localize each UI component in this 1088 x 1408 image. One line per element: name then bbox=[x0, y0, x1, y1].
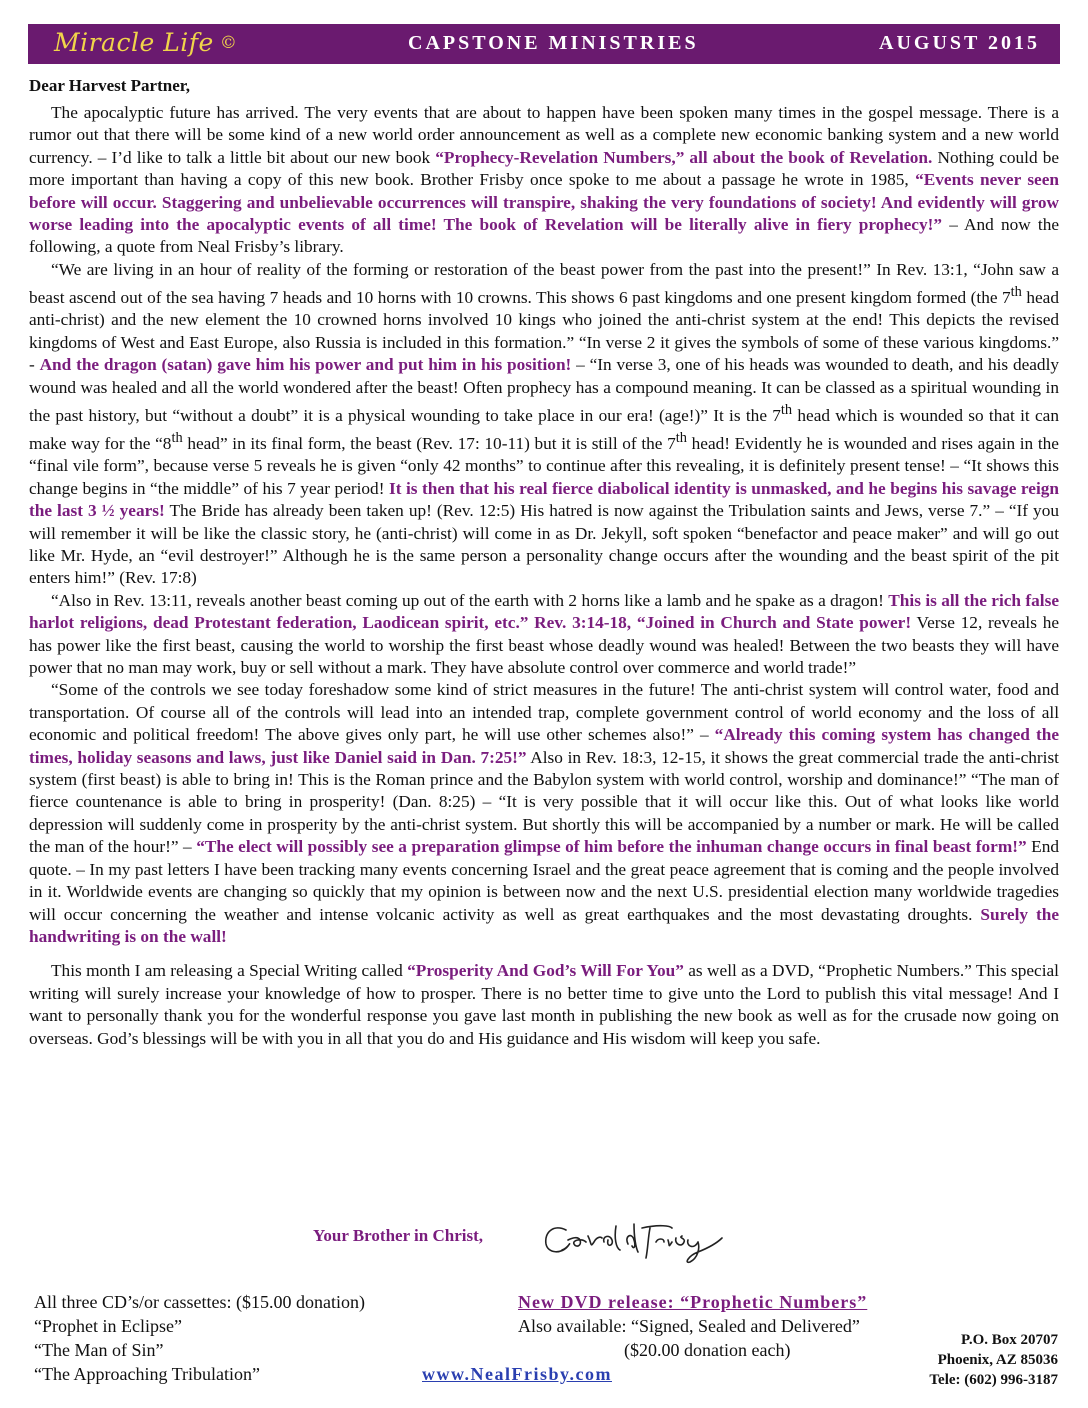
text-run: Nothing could be more important than having a copy of this new book. Brother Frisby once spoke to me about a passage he wrote in 1985, bbox=[29, 147, 1059, 190]
text-run: “We are living in an hour of reality of the forming or restoration of the beast power from the past into the present!” In Rev. 13:1, “John saw a beast ascend out of the sea having 7 heads and 10 horns with 10 crowns. This shows 6 past kingdoms and one present kingdom formed (the 7 bbox=[29, 259, 1059, 308]
text-run: head which is wounded so that it can make way for the “8 bbox=[29, 405, 1059, 453]
text-run: Also in Rev. 18:3, 12-15, it shows the great commercial trade the anti-christ system (first beast) is able to bring in! This is the Roman prince and the Babylon system with world control, worship and dominance!” “The man of fierce countenance is able to bring in prosperity! (Dan. 8:25) – “It is very possible that it will occur like this. Out of what looks like world depression will suddenly come in prosperity by the anti-christ system. But shortly this will be accompanied by a number or mark. He will be called the man of the hour!” – bbox=[29, 747, 1059, 857]
emphasized-quote: “Prophecy-Revelation Numbers,” all about the book of Revelation. bbox=[435, 147, 933, 167]
copyright-symbol: © bbox=[219, 33, 238, 53]
dvd-also-available: Also available: “Signed, Sealed and Delivered” bbox=[518, 1316, 860, 1336]
emphasized-quote: “Already this coming system has changed the times, holiday seasons and laws, just like Daniel said in Dan. 7:25!” bbox=[29, 725, 1059, 767]
signoff: Your Brother in Christ, bbox=[313, 1226, 484, 1245]
letter-body bbox=[29, 76, 1059, 1050]
emphasized-quote: And the dragon (satan) gave him his power and put him in his position! bbox=[39, 355, 572, 375]
text-run: “Also in Rev. 13:11, reveals another beast coming up out of the earth with 2 horns like a lamb and he spake as a dragon! bbox=[51, 590, 889, 610]
organization-name: CAPSTONE MINISTRIES bbox=[408, 32, 699, 54]
emphasized-quote: This is all the rich false harlot religions, dead Protestant federation, Laodicean spirit, etc.” Rev. 3:14-18, “Joined in Church and State power! bbox=[29, 590, 1059, 633]
handwritten-signature bbox=[538, 1218, 738, 1264]
emphasized-quote: It is then that his real fierce diabolical identity is unmasked, and he begins his savage reign the last 3 ½ years! bbox=[29, 478, 1059, 521]
emphasized-quote: Surely the handwriting is on the wall! bbox=[29, 904, 1059, 946]
cd-offer-line: All three CD’s/or cassettes: ($15.00 donation) bbox=[34, 1292, 365, 1312]
website-link[interactable]: www.NealFrisby.com bbox=[422, 1364, 612, 1384]
cd-offer bbox=[34, 1290, 365, 1386]
text-run: End quote. – In my past letters I have been tracking many events concerning Israel and the great peace agreement that is coming and the people involved in it. Worldwide events are changing so quickly that my opinion is between now and the next U.S. presidential election many worldwide tragedies will occur concerning the weather and intense volcanic activity as well as great earthquakes and the most devastating droughts. bbox=[29, 837, 1059, 924]
cd-title: “Prophet in Eclipse” bbox=[34, 1316, 182, 1336]
signature bbox=[538, 1218, 738, 1269]
paragraph-3 bbox=[29, 590, 1059, 680]
salutation: Dear Harvest Partner, bbox=[29, 76, 190, 95]
header-banner bbox=[28, 24, 1060, 64]
ordinal-suffix: th bbox=[1010, 284, 1022, 301]
dvd-offer bbox=[518, 1290, 867, 1362]
logo-text: Miracle Life bbox=[54, 28, 214, 57]
paragraph-gap bbox=[29, 948, 1059, 960]
ordinal-suffix: th bbox=[171, 430, 183, 447]
text-run: Verse 12, reveals he has power like the first beast, causing the world to worship the first beast whose deadly wound was healed! Between the two beasts they will have power that no man may work, buy or sell without a mark. They have absolute control over commerce and world trade!” bbox=[29, 613, 1060, 678]
text-run: The Bride has already been taken up! (Rev. 12:5) His hatred is now against the Tribulation saints and Jews, verse 7.” – “If you will remember it will be like the classic story, he (anti-christ) will come in as Dr. Jekyll, soft spoken “benefactor and peace maker” and will go out like Mr. Hyde, an “evil destroyer!” Although he is the same person a personality change occurs after the wounding and the beast spirit of the pit enters him!” (Rev. 17:8) bbox=[29, 501, 1059, 588]
dvd-price: ($20.00 donation each) bbox=[624, 1340, 791, 1360]
address-line: Tele: (602) 996-3187 bbox=[929, 1372, 1058, 1388]
address-line: P.O. Box 20707 bbox=[961, 1332, 1058, 1348]
text-run: The apocalyptic future has arrived. The very events that are about to happen have been spoken many times in the gospel message. There is a rumor out that there will be some kind of a new world order announcement as well as a complete new economic banking system and a new world currency. – I’d like to talk a little bit about our new book bbox=[29, 103, 1059, 167]
text-run: head anti-christ) and the new element the 10 crowned horns involved 10 kings who joined the anti-christ system at the end! This depicts the revised kingdoms of West and East Europe, also Russia is included in this formation.” “In verse 2 it gives the symbols of some of these various kingdoms.” - bbox=[29, 288, 1059, 375]
text-run: head” in its final form, the beast (Rev. 17: 10-11) but it is still of the 7 bbox=[182, 433, 676, 453]
cd-title: “The Approaching Tribulation” bbox=[34, 1364, 260, 1384]
newsletter-logo bbox=[54, 28, 237, 57]
cd-title: “The Man of Sin” bbox=[34, 1340, 164, 1360]
text-run: – “In verse 3, one of his heads was wounded to death, and his deadly wound was healed and all the world wondered after the beast! Often prophecy has a compound meaning. It can be classed as a spiritual wounding in the past history, but “without a doubt” it is a physical wounding to take place in our era! (age!)” It is the 7 bbox=[29, 355, 1060, 425]
emphasized-quote: “Events never seen before will occur. Staggering and unbelievable occurrences will transpire, shaking the very foundations of society! And evidently will grow worse leading into the apocalyptic events of all time! The book of Revelation will be literally alive in fiery prophecy!” bbox=[29, 170, 1059, 235]
paragraph-2 bbox=[29, 259, 1059, 590]
text-run: as well as a DVD, “Prophetic Numbers.” This special writing will surely increase your knowledge of how to prosper. There is no better time to give unto the Lord to publish this vital message! And I want to personally thank you for the wonderful response you gave last month in publishing the new book as well as for the crusade now going on overseas. God’s blessings will be with you in all that you do and His guidance and His wisdom will keep you safe. bbox=[29, 961, 1059, 1048]
emphasized-quote: “The elect will possibly see a preparation glimpse of him before the inhuman change occurs in final beast form!” bbox=[196, 837, 1027, 857]
text-run: head! Evidently he is wounded and rises again in the “final vile form”, because verse 5 reveals he is given “only 42 months” to continue after this revealing, it is definitely present tense! – “It shows this change begins in “the middle” of his 7 year period! bbox=[29, 433, 1059, 498]
text-run: – And now the following, a quote from Neal Frisby’s library. bbox=[29, 215, 1060, 257]
text-run: This month I am releasing a Special Writing called bbox=[51, 961, 408, 981]
mailing-address bbox=[929, 1330, 1058, 1390]
dvd-release-title: New DVD release: “Prophetic Numbers” bbox=[518, 1292, 868, 1312]
address-line: Phoenix, AZ 85036 bbox=[937, 1352, 1058, 1368]
emphasized-quote: “Prosperity And God’s Will For You” bbox=[407, 961, 684, 981]
paragraph-4 bbox=[29, 679, 1059, 948]
paragraph-1 bbox=[29, 102, 1059, 259]
ordinal-suffix: th bbox=[780, 402, 793, 419]
text-run: “Some of the controls we see today foreshadow some kind of strict measures in the future! The anti-christ system will control water, food and transportation. Of course all of the controls will lead into an intended trap, complete government control of world economy and the loss of all economic and political freedom! The above gives only part, he will use other schemes also!” – bbox=[29, 680, 1059, 745]
issue-date: AUGUST 2015 bbox=[879, 32, 1040, 54]
ordinal-suffix: th bbox=[675, 430, 687, 447]
paragraph-5 bbox=[29, 960, 1059, 1050]
